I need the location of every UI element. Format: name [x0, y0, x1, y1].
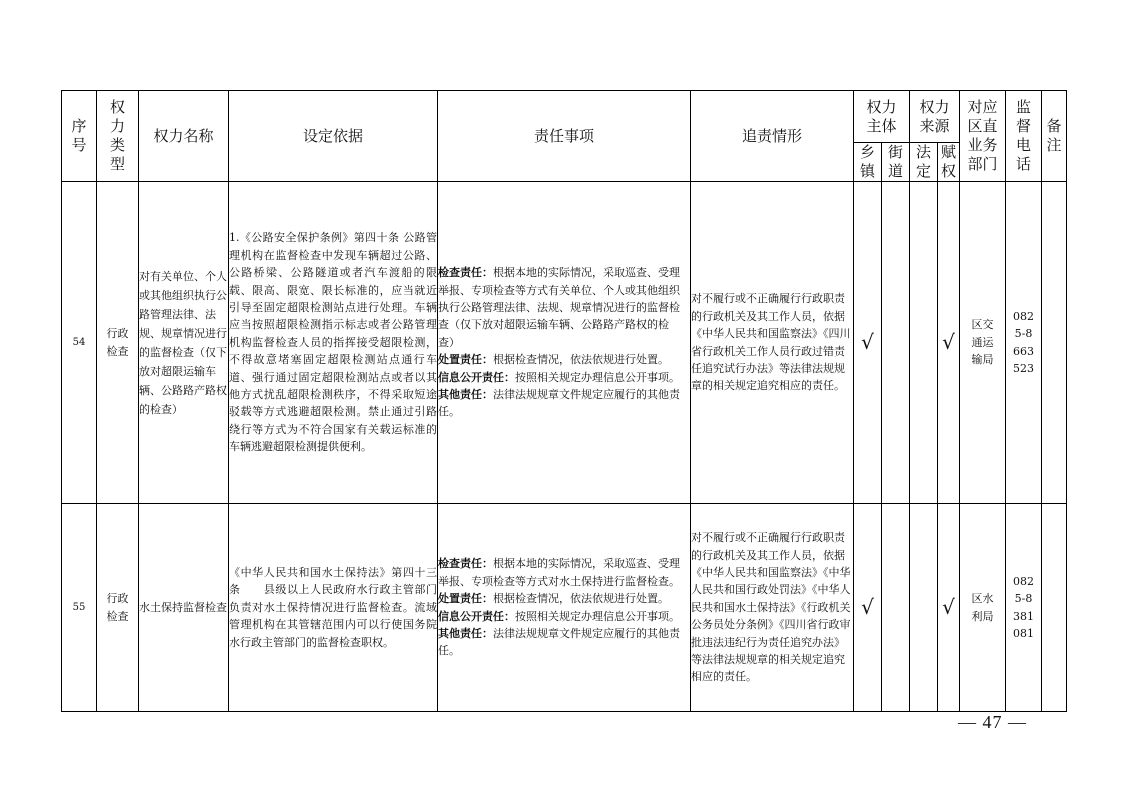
duty-label: 其他责任： [438, 388, 493, 402]
header-basis: 设定依据 [229, 91, 438, 182]
row-basis: 1.《公路安全保护条例》第四十条 公路管理机构在监督检查中发现车辆超过公路、公路桥梁、公路隧道或者汽车渡船的限载、限高、限宽、限长标准的，应当就近引导至固定超限检测站点进行处理。车辆应当按照超限检测指示标志或者公路管理机构监督检查人员的指挥接受超限检测，不得故意堵塞固定超限检测站点通行车道、强行通过固定超限检测站点或者以其他方式扰乱超限检测秩序，不得采取短途驳载等方式逃避超限检测。禁止通过引路绕行等方式为不符合国家有关载运标准的车辆逃避超限检测提供便利。 [229, 182, 438, 504]
row-basis: 《中华人民共和国水土保持法》第四十三条 县级以上人民政府水行政主管部门负责对水土保持情况进行监督检查。流域管理机构在其管辖范围内可以行使国务院水行政主管部门的监督检查职权。 [229, 504, 438, 712]
row-grant-check: √ [938, 182, 960, 504]
phone-part: 5-8 [1014, 592, 1033, 606]
row-phone [1006, 182, 1042, 504]
phone-part: 082 [1013, 309, 1035, 323]
table-row [62, 182, 1067, 504]
row-type: 行政 检查 [97, 182, 139, 504]
row-legal-check [910, 182, 938, 504]
phone-part: 5-8 [1014, 327, 1033, 341]
header-subject: 权力 主体 [854, 91, 910, 143]
row-seq: 55 [62, 504, 97, 712]
header-remark: 备 注 [1042, 91, 1067, 182]
row-legal-check [910, 504, 938, 712]
header-subject-town: 乡 镇 [854, 143, 882, 182]
row-dept: 区交 通运 输局 [960, 182, 1006, 504]
row-blame: 对不履行或不正确履行行政职责的行政机关及其工作人员，依据《中华人民共和国监察法》《四川省行政机关工作人员行政过错责任追究试行办法》等法律法规规章的相关规定追究相应的责任。 [691, 182, 854, 504]
row-type: 行政 检查 [97, 504, 139, 712]
header-blame: 追责情形 [691, 91, 854, 182]
duty-label: 信息公开责任： [438, 609, 515, 623]
phone-part: 663 [1013, 344, 1035, 358]
row-phone [1006, 504, 1042, 712]
table-row [62, 504, 1067, 712]
header-subject-street: 街 道 [882, 143, 910, 182]
row-town-check: √ [854, 182, 882, 504]
header-seq: 序 号 [62, 91, 97, 182]
row-dept: 区水 利局 [960, 504, 1006, 712]
duty-label: 其他责任： [438, 626, 493, 640]
phone-part: 523 [1013, 361, 1035, 375]
duty-text: 根据本地的实际情况，采取巡查、受理举报、专项检查等方式对水土保持进行监督检查。 [438, 557, 680, 588]
duty-text: 法律法规规章文件规定应履行的其他责任。 [438, 626, 680, 658]
duty-text: 根据本地的实际情况，采取巡查、受理举报、专项检查等方式有关单位、个人或其他组织执行公路管理法律、法规、规章情况进行的监督检查（仅下放对超限运输车辆、公路路产路权的检查） [438, 266, 680, 349]
row-remark [1042, 504, 1067, 712]
phone-part: 381 [1013, 609, 1035, 623]
duty-label: 检查责任： [438, 266, 493, 280]
header-source-grant: 赋 权 [938, 143, 960, 182]
header-dept: 对应 区直 业务 部门 [960, 91, 1006, 182]
duty-label: 处置责任： [438, 353, 493, 367]
header-name: 权力名称 [139, 91, 229, 182]
row-grant-check: √ [938, 504, 960, 712]
row-remark [1042, 182, 1067, 504]
header-duty: 责任事项 [438, 91, 691, 182]
row-duty [438, 182, 691, 504]
duty-label: 处置责任： [438, 592, 493, 606]
duty-text: 法律法规规章文件规定应履行的其他责任。 [438, 388, 680, 419]
row-name: 水土保持监督检查 [139, 504, 229, 712]
header-phone: 监 督 电 话 [1006, 91, 1042, 182]
row-town-check: √ [854, 504, 882, 712]
row-duty [438, 504, 691, 712]
duty-text: 根据检查情况，依法依规进行处置。 [493, 592, 669, 606]
header-source-legal: 法 定 [910, 143, 938, 182]
page-number: — 47 — [958, 712, 1027, 732]
duty-text: 根据检查情况，依法依规进行处置。 [493, 353, 669, 367]
row-street-check [882, 182, 910, 504]
power-list-table [61, 90, 1067, 712]
phone-part: 081 [1013, 626, 1035, 640]
duty-text: 按照相关规定办理信息公开事项。 [515, 609, 680, 623]
row-blame: 对不履行或不正确履行行政职责的行政机关及其工作人员，依据《中华人民共和国监察法》《中华人民共和国行政处罚法》《中华人民共和国水土保持法》《行政机关公务员处分条例》《四川省行政审批违法违纪行为责任追究办法》等法律法规规章的相关规定追究相应的责任。 [691, 504, 854, 712]
row-name: 对有关单位、个人或其他组织执行公路管理法律、法规、规章情况进行的监督检查（仅下放对超限运输车辆、公路路产路权的检查） [139, 182, 229, 504]
row-seq: 54 [62, 182, 97, 504]
header-source: 权力 来源 [910, 91, 960, 143]
phone-part: 082 [1013, 574, 1035, 588]
duty-label: 信息公开责任： [438, 370, 515, 384]
duty-label: 检查责任： [438, 557, 493, 571]
header-type: 权 力 类 型 [97, 91, 139, 182]
duty-text: 按照相关规定办理信息公开事项。 [515, 370, 680, 384]
row-street-check [882, 504, 910, 712]
